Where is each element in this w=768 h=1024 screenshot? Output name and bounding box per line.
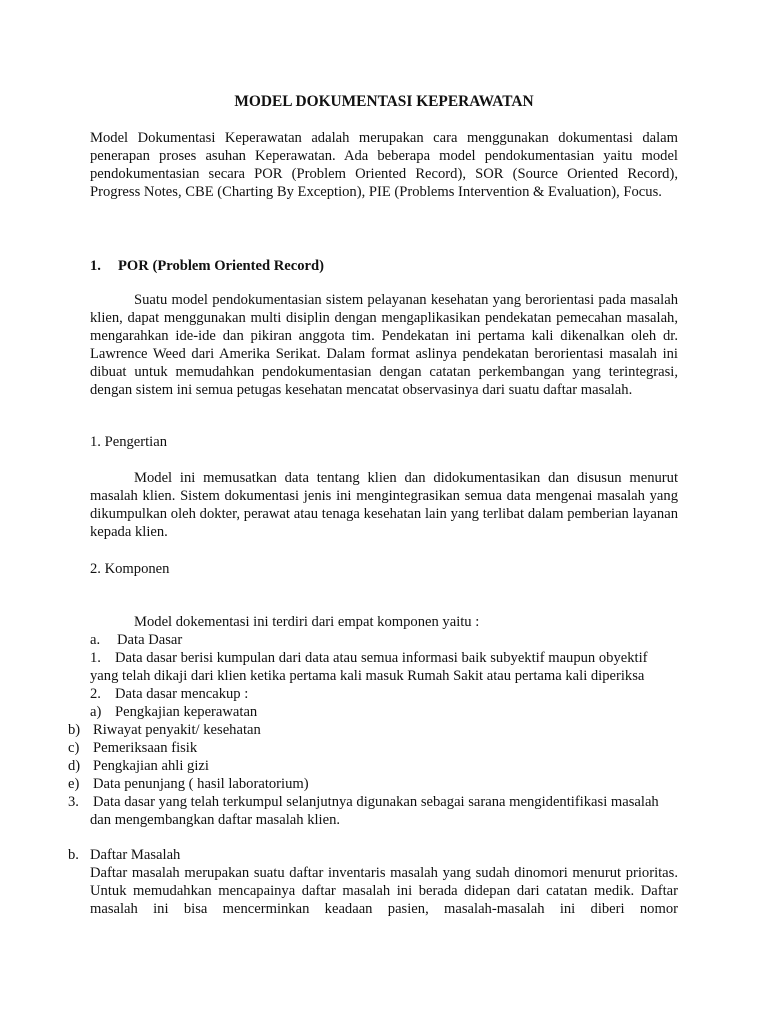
item-1-line-1: Data dasar berisi kumpulan dari data atau semua informasi baik subyektif maupun obyektif	[115, 650, 648, 666]
intro-paragraph: Model Dokumentasi Keperawatan adalah merupakan cara menggunakan dokumentasi dalam penerapan proses asuhan Keperawatan. Ada beberapa model pendokumentasian yaitu model pendokumentasian secara POR (Problem Oriented Record), SOR (Source Oriented Record), Progress Notes, CBE (Charting By Exception), PIE (Problems Intervention & Evaluation), Focus.	[90, 130, 678, 200]
item-3-line-2: dan mengembangkan daftar masalah klien.	[90, 812, 341, 828]
item-1-line-2: yang telah dikaji dari klien ketika pertama kali masuk Rumah Sakit atau pertama kali diperiksa	[90, 668, 645, 684]
pengertian-paragraph: Model ini memusatkan data tentang klien dan didokumentasikan dan disusun menurut masalah klien. Sistem dokumentasi jenis ini mengintegrasikan semua data mengenai masalah yang dikumpulkan oleh dokter, perawat atau tenaga kesehatan lain yang terlibat dalam pemberian layanan kepada klien.	[90, 470, 678, 540]
section-1-paragraph: Suatu model pendokumentasian sistem pelayanan kesehatan yang berorientasi pada masalah klien, dapat menggunakan multi disiplin dengan mengaplikasikan pendekatan pemecahan masalah, mengarahkan ide-ide dan pikiran anggota tim. Pendekatan ini pertama kali dikenalkan oleh dr. Lawrence Weed dari Amerika Serikat. Dalam format aslinya pendekatan berorientasi masalah ini dibuat untuk memudahkan pendokumentasian dengan catatan perkembangan yang terintegrasi, dengan sistem ini semua petugas kesehatan mencatat observasinya dari suatu daftar masalah.	[90, 292, 678, 398]
sub-item-b: Riwayat penyakit/ kesehatan	[93, 722, 261, 738]
sub-marker-e: e)	[68, 776, 80, 792]
sub-marker-c: c)	[68, 740, 80, 756]
daftar-masalah-paragraph: Daftar masalah merupakan suatu daftar inventaris masalah yang sudah dinomori menurut prioritas. Untuk memudahkan mencapainya daftar masalah ini berada didepan dari catatan medik. Daftar masalah ini bisa mencerminkan keadaan pasien, masalah-masalah ini diberi nomor	[90, 865, 678, 917]
item-2-text: Data dasar mencakup :	[115, 686, 249, 702]
komponen-heading: 2. Komponen	[90, 561, 170, 577]
list-marker-3: 3.	[68, 794, 79, 810]
list-marker-2: 2.	[90, 686, 101, 702]
daftar-masalah-label: Daftar Masalah	[90, 847, 181, 863]
sub-marker-b: b)	[68, 722, 81, 738]
list-marker-1: 1.	[90, 650, 101, 666]
list-marker-a: a.	[90, 632, 101, 648]
sub-marker-a: a)	[90, 704, 102, 720]
komponen-intro: Model dokementasi ini terdiri dari empat komponen yaitu :	[134, 614, 480, 630]
section-1-heading: POR (Problem Oriented Record)	[118, 258, 325, 274]
data-dasar-label: Data Dasar	[117, 632, 183, 648]
sub-item-a: Pengkajian keperawatan	[115, 704, 258, 720]
page-title: MODEL DOKUMENTASI KEPERAWATAN	[234, 93, 534, 110]
section-1-number: 1.	[90, 258, 101, 274]
item-3-line-1: Data dasar yang telah terkumpul selanjutnya digunakan sebagai sarana mengidentifikasi masalah	[93, 794, 659, 810]
sub-item-d: Pengkajian ahli gizi	[93, 758, 209, 774]
pengertian-heading: 1. Pengertian	[90, 434, 168, 450]
sub-item-c: Pemeriksaan fisik	[93, 740, 198, 756]
list-marker-b: b.	[68, 847, 79, 863]
sub-item-e: Data penunjang ( hasil laboratorium)	[93, 776, 309, 792]
sub-marker-d: d)	[68, 758, 81, 774]
